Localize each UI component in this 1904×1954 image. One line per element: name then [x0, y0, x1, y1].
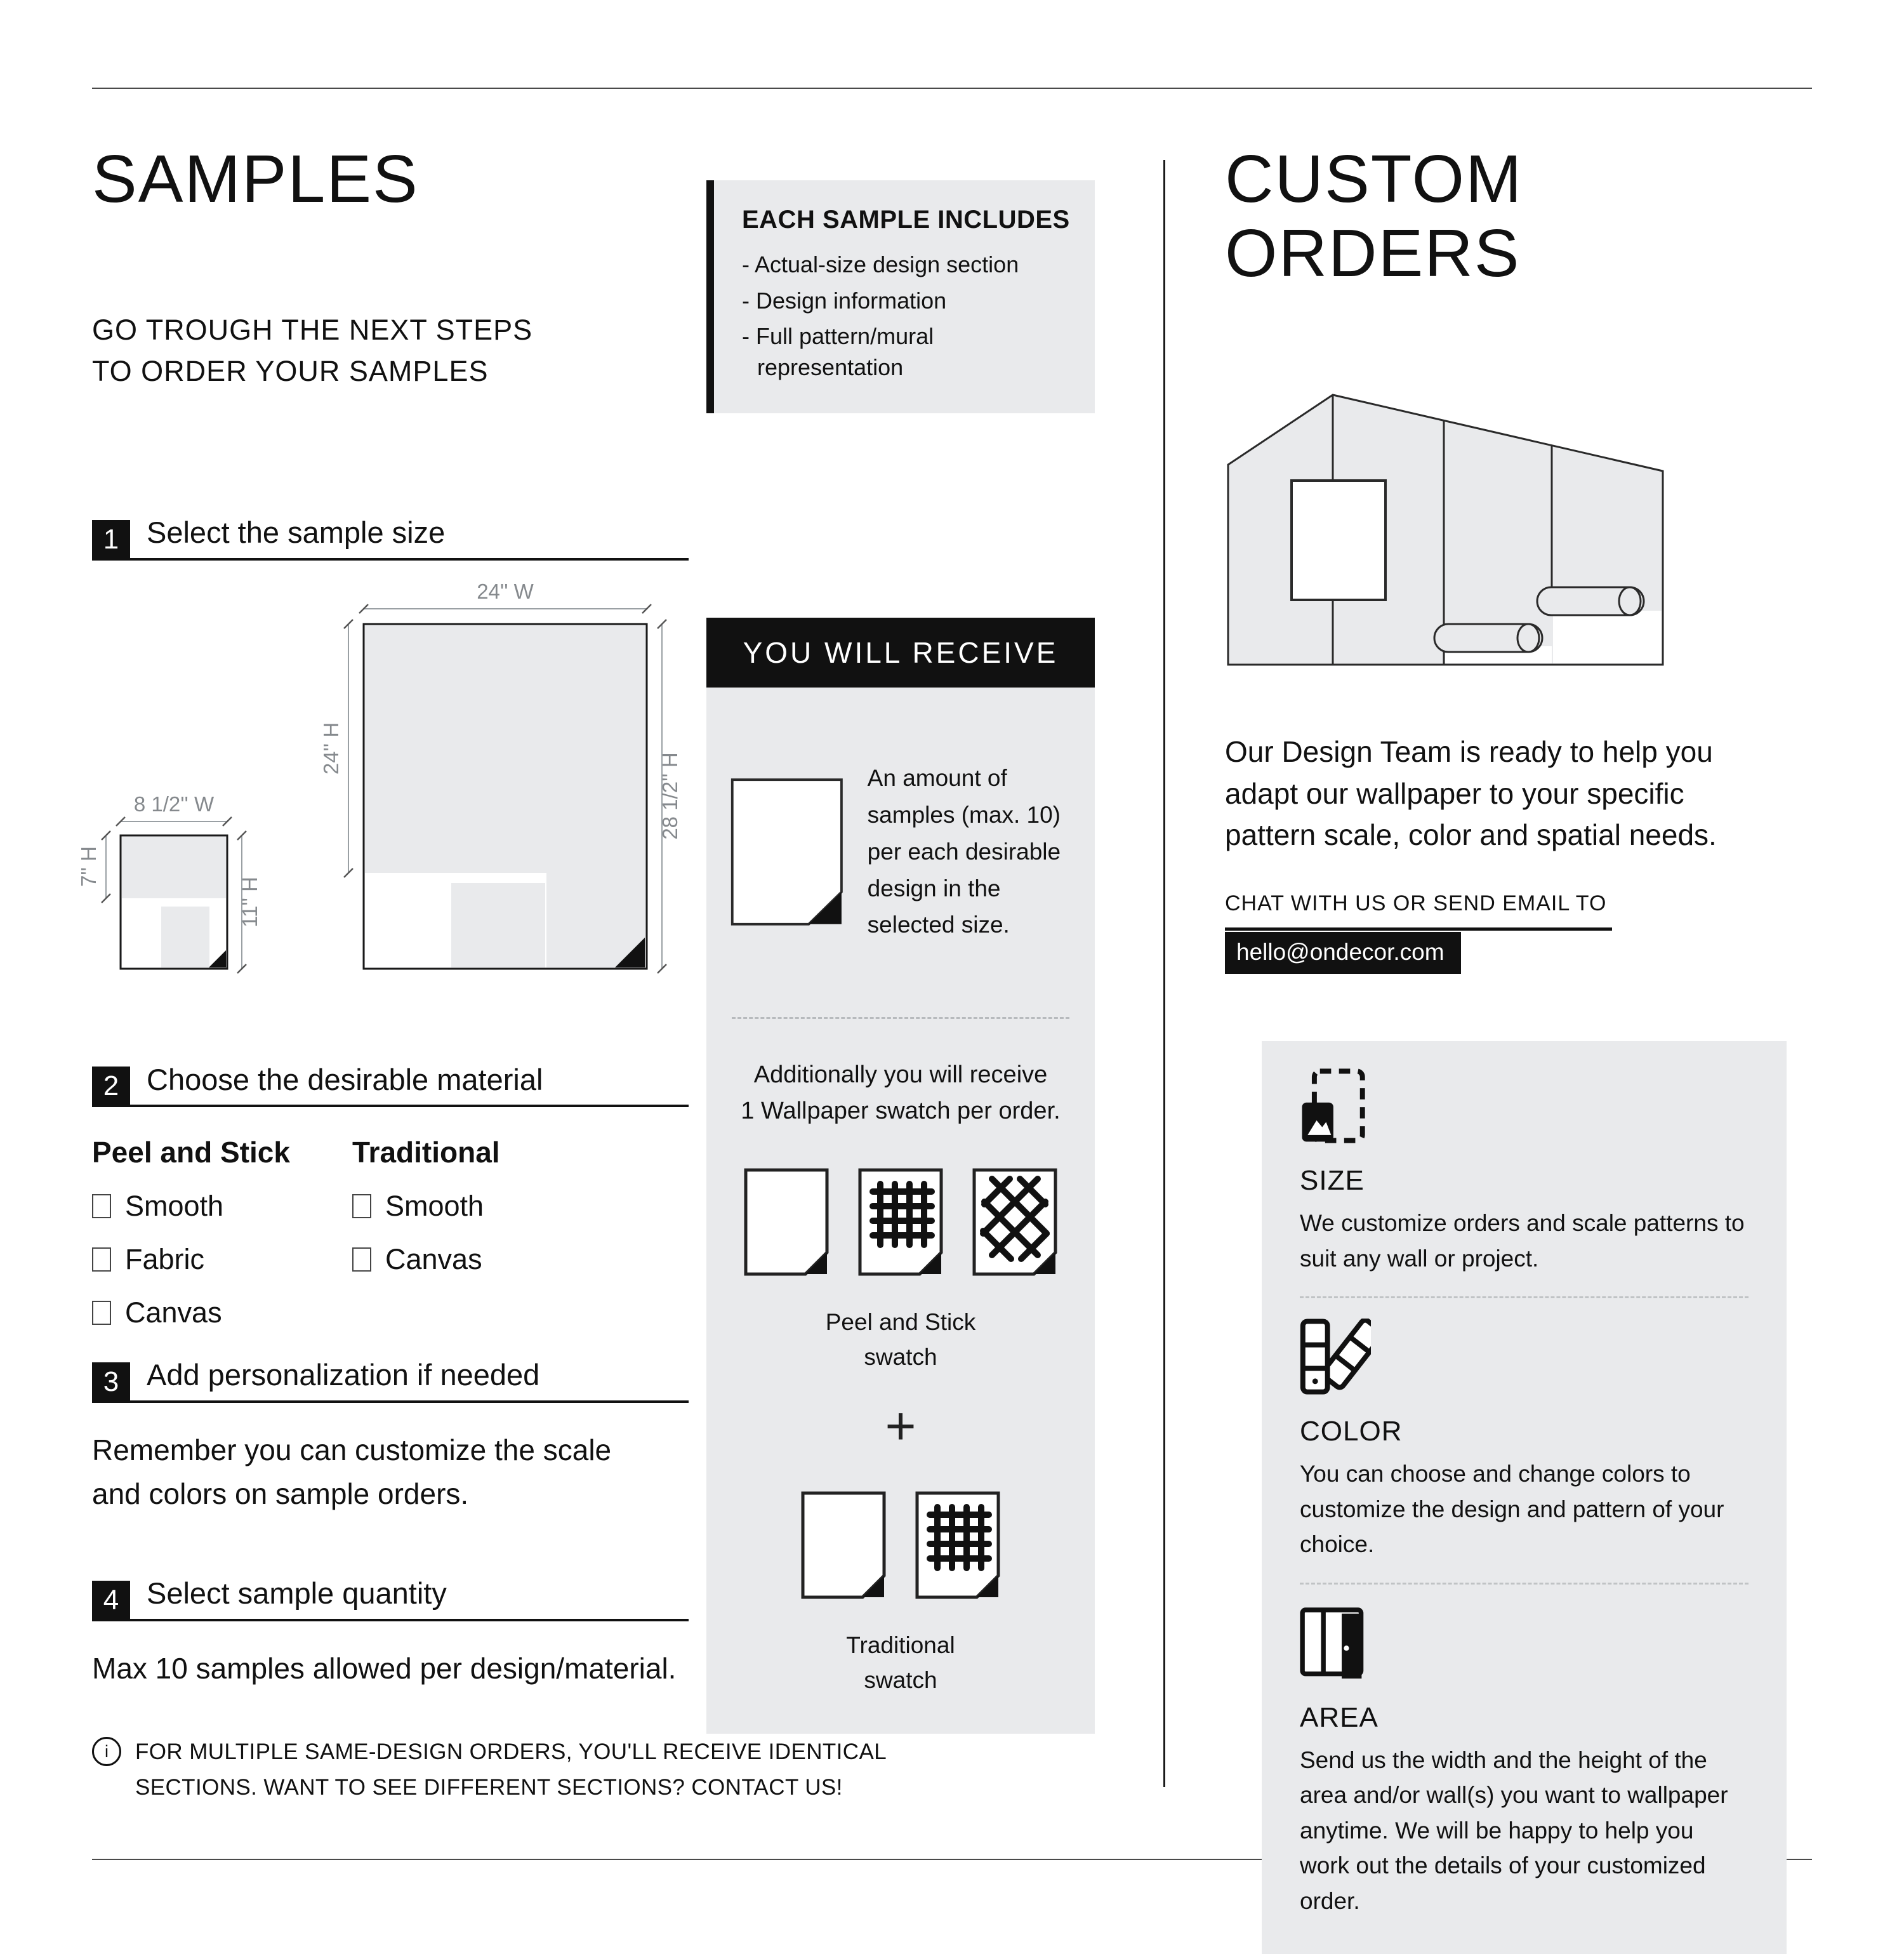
- material-option-row: [92, 1296, 352, 1329]
- material-option-row: [352, 1243, 689, 1276]
- each-sample-includes-box: [706, 180, 1095, 413]
- checkbox-icon[interactable]: [92, 1301, 111, 1325]
- swatch-grid-icon: [915, 1491, 1001, 1600]
- multiple-orders-note: [92, 1734, 930, 1805]
- traditional-heading: Traditional: [352, 1136, 500, 1169]
- samples-column: [77, 89, 689, 1691]
- large-height-right-label: 28 1/2'' H: [658, 752, 682, 840]
- traditional-swatches: [729, 1491, 1072, 1600]
- custom-orders-title: CUSTOM ORDERS: [1225, 142, 1523, 291]
- material-option-label: Canvas: [125, 1296, 222, 1329]
- material-option-label: Smooth: [125, 1190, 224, 1223]
- email-address[interactable]: hello@ondecor.com: [1225, 932, 1461, 974]
- traditional-swatch-label: Traditional swatch: [846, 1632, 955, 1694]
- includes-item: - Design information: [742, 287, 947, 314]
- size-icon: [1300, 1068, 1366, 1144]
- you-will-receive-banner: YOU WILL RECEIVE: [706, 618, 1095, 688]
- step-3-body: Remember you can customize the scale and colors on sample orders.: [92, 1433, 612, 1511]
- step-3-number: 3: [92, 1362, 130, 1402]
- step-1-header: [92, 516, 689, 561]
- note-line: FOR MULTIPLE SAME-DESIGN ORDERS, YOU'LL RECEIVE IDENTICAL: [135, 1739, 887, 1764]
- step-1-number: 1: [92, 520, 130, 559]
- note-line: SECTIONS. WANT TO SEE DIFFERENT SECTIONS? CONTACT US!: [135, 1775, 843, 1800]
- small-width-label: 8 1/2'' W: [133, 792, 215, 816]
- feature-title: COLOR: [1300, 1416, 1403, 1447]
- amount-text: An amount of samples (max. 10) per each desirable design in the selected size.: [867, 765, 1061, 938]
- column-divider: [1163, 160, 1165, 1787]
- material-option-label: Fabric: [125, 1243, 205, 1276]
- large-width-label: 24'' W: [477, 579, 534, 603]
- feature-title: SIZE: [1300, 1165, 1365, 1197]
- peel-and-stick-swatches: [729, 1167, 1072, 1277]
- small-height-right-label: 11'' H: [238, 876, 261, 927]
- plus-sign: +: [885, 1395, 916, 1456]
- checkbox-icon[interactable]: [92, 1247, 111, 1272]
- sample-size-diagram: [77, 579, 689, 1005]
- peel-and-stick-swatch-label: Peel and Stick swatch: [825, 1308, 976, 1371]
- peel-and-stick-heading: Peel and Stick: [92, 1136, 290, 1169]
- feature-title: AREA: [1300, 1701, 1378, 1733]
- swatch-plain-icon: [743, 1167, 830, 1277]
- house-illustration: [1225, 392, 1818, 674]
- checkbox-icon[interactable]: [352, 1247, 371, 1272]
- info-icon: i: [92, 1737, 121, 1766]
- center-column: [706, 89, 1095, 1734]
- receive-panel: [706, 688, 1095, 1734]
- dashed-separator: [1300, 1583, 1749, 1585]
- checkbox-icon[interactable]: [352, 1194, 371, 1218]
- step-4-body: Max 10 samples allowed per design/material.: [92, 1651, 677, 1685]
- step-2-number: 2: [92, 1067, 130, 1106]
- dashed-separator: [1300, 1296, 1749, 1298]
- custom-orders-column: [1225, 89, 1818, 1954]
- swatch-crosshatch-icon: [972, 1167, 1058, 1277]
- material-option-label: Canvas: [385, 1243, 482, 1276]
- small-sample-sheet: [77, 792, 261, 973]
- swatch-grid-icon: [857, 1167, 944, 1277]
- material-option-row: [352, 1190, 689, 1223]
- step-3-header: [92, 1359, 689, 1403]
- step-1-title: Select the sample size: [147, 515, 446, 550]
- step-2-header: [92, 1063, 689, 1108]
- custom-order-features-panel: [1262, 1041, 1787, 1954]
- step-2-title: Choose the desirable material: [147, 1062, 543, 1096]
- step-4-title: Select sample quantity: [147, 1576, 447, 1611]
- samples-title: SAMPLES: [92, 142, 419, 216]
- material-option-row: [92, 1243, 352, 1276]
- samples-subtitle: GO TROUGH THE NEXT STEPS TO ORDER YOUR SAMPLES: [92, 313, 533, 387]
- window: [1292, 481, 1385, 600]
- design-team-intro: Our Design Team is ready to help you adapt our wallpaper to your specific pattern scale, color and spatial needs.: [1225, 735, 1717, 851]
- material-option-row: [92, 1190, 352, 1223]
- step-4-header: [92, 1577, 689, 1621]
- contact-label: CHAT WITH US OR SEND EMAIL TO: [1225, 891, 1612, 931]
- includes-item: - Actual-size design section: [742, 251, 1019, 277]
- material-option-label: Smooth: [385, 1190, 484, 1223]
- sample-sheet-icon: [729, 775, 845, 929]
- material-options: [92, 1135, 689, 1329]
- small-height-left-label: 7'' H: [77, 846, 100, 887]
- feature-text: Send us the width and the height of the area and/or wall(s) you want to wallpaper anytime. We will be happy to help you work out the details of your customized order.: [1300, 1746, 1728, 1914]
- feature-text: You can choose and change colors to customize the design and pattern of your choice.: [1300, 1461, 1724, 1558]
- feature-color: [1300, 1319, 1749, 1562]
- feature-size: [1300, 1068, 1749, 1276]
- feature-text: We customize orders and scale patterns to suit any wall or project.: [1300, 1210, 1745, 1272]
- feature-area: [1300, 1605, 1749, 1919]
- area-icon: [1300, 1605, 1366, 1681]
- swatch-plain-icon: [800, 1491, 887, 1600]
- checkbox-icon[interactable]: [92, 1194, 111, 1218]
- dashed-separator: [732, 1017, 1069, 1019]
- large-sample-sheet: [319, 580, 682, 973]
- additional-text: Additionally you will receive 1 Wallpaper swatch per order.: [741, 1061, 1061, 1124]
- includes-item: - Full pattern/mural representation: [742, 323, 934, 380]
- includes-title: EACH SAMPLE INCLUDES: [742, 206, 1070, 234]
- color-icon: [1300, 1319, 1371, 1395]
- step-4-number: 4: [92, 1581, 130, 1620]
- step-3-title: Add personalization if needed: [147, 1358, 540, 1392]
- large-height-left-label: 24'' H: [319, 722, 343, 774]
